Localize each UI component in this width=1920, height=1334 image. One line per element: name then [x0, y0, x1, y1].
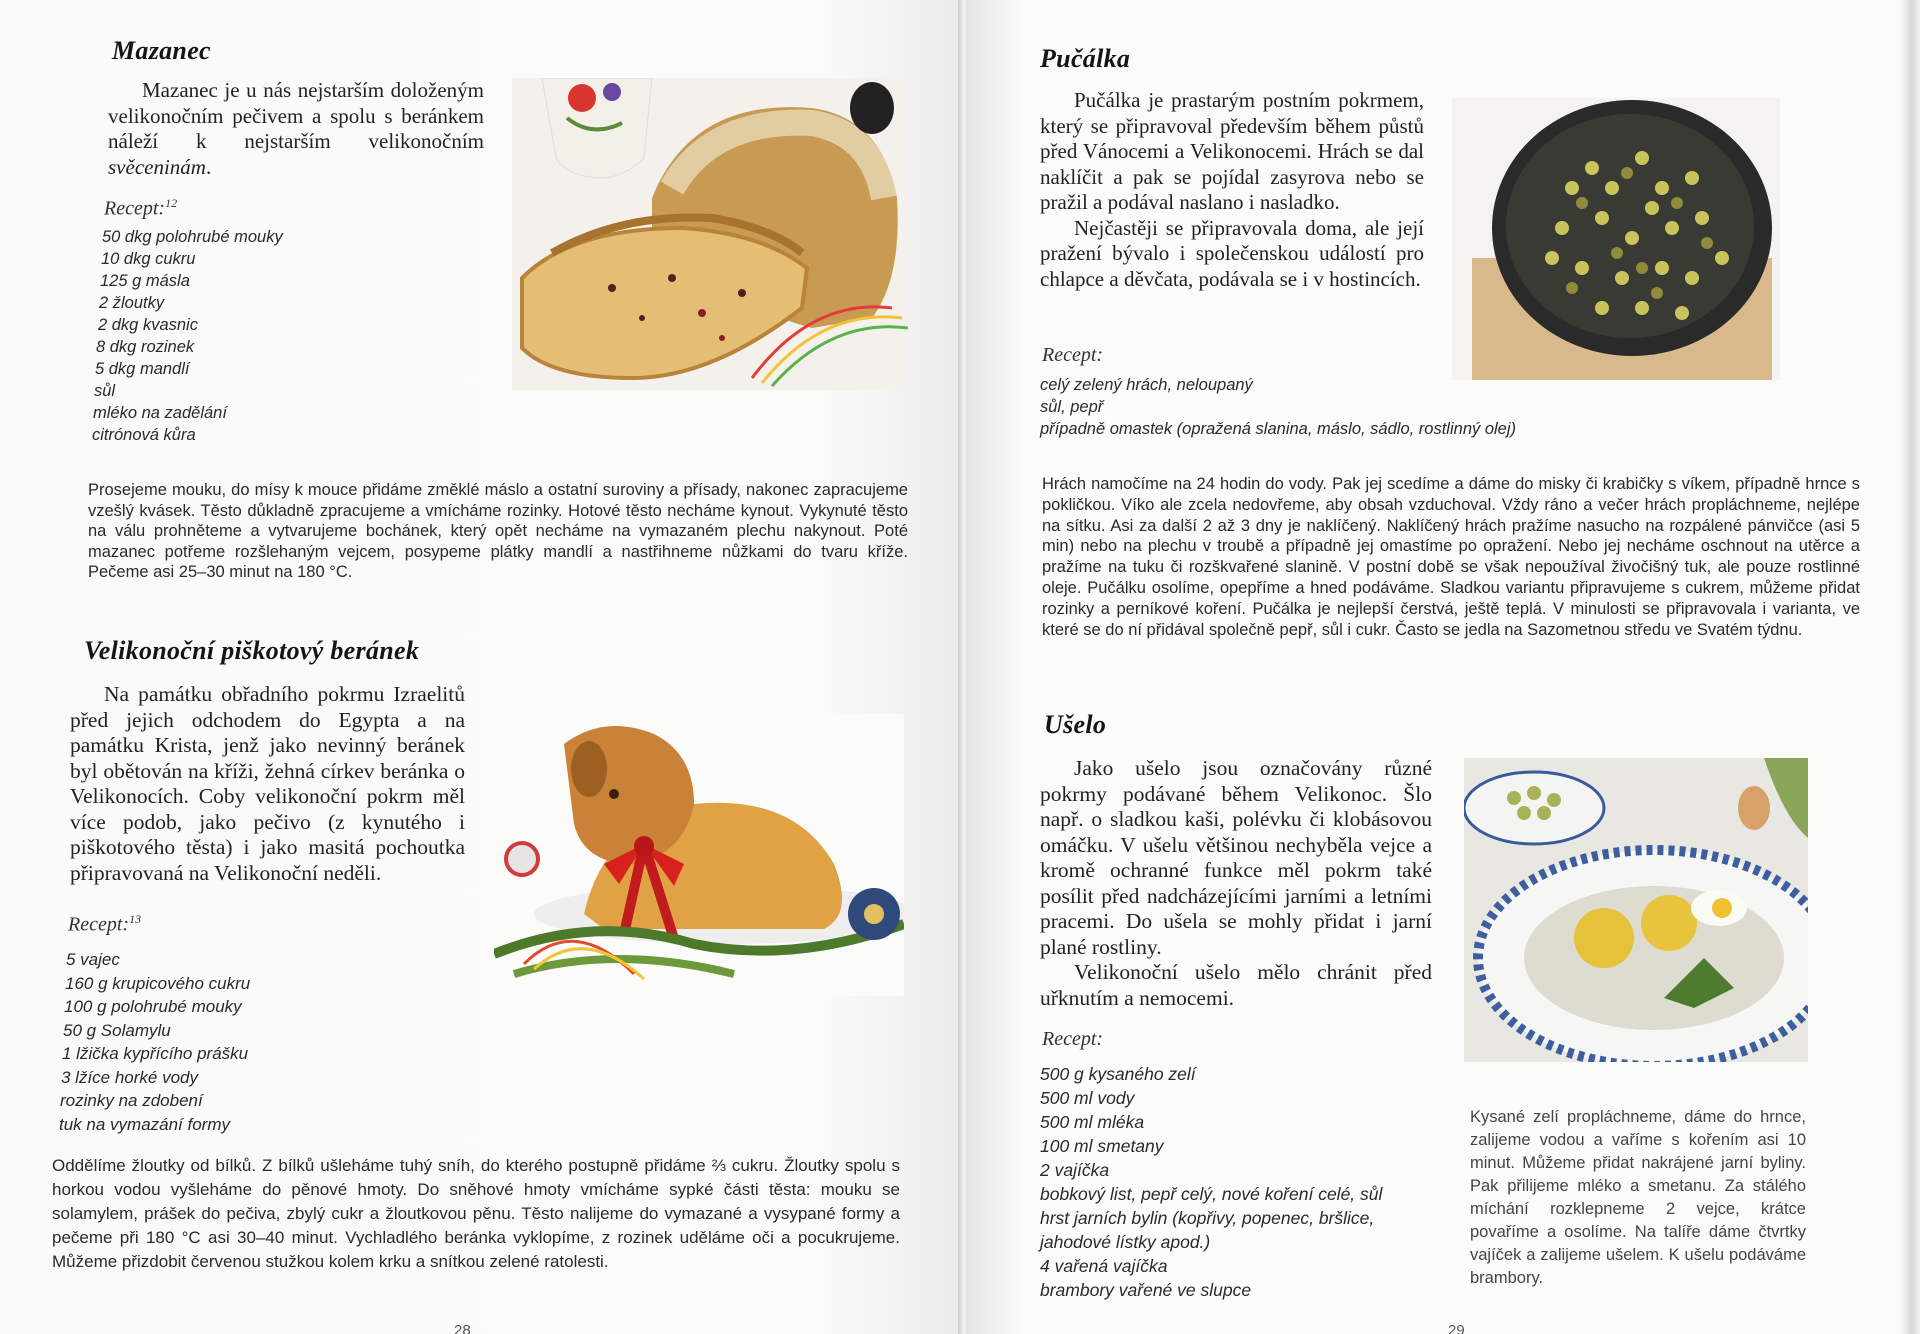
ingredient-item: 2 žloutky	[99, 294, 165, 312]
uselo-ingredients	[1040, 1062, 1382, 1302]
uselo-intro: Jako ušelo jsou označovány různé pokrmy podávané během Velikonoc. Šlo např. o sladkou kaši, polévku či klobásovou omáčku. V ušelu většinou nechyběla vejce a kromě ochranné funkce měl pokrm také posílit před nadcházejícími jarními a letními pracemi. Do ušela se mohly přidat i jarní plané rostliny. Velikonoční ušelo mělo chránit před uřknutím a nemocemi.	[1040, 756, 1432, 1010]
uselo-illustration	[1464, 758, 1808, 1062]
uselo-caption: Kysané zelí propláchneme, dáme do hrnce, zalijeme vodou a vaříme s kořením asi 10 minut. Můžeme přidat nakrájené jarní byliny. Pak přilijeme mléko a smetanu. Za stálého míchání rozklepneme 2 vejce, krátce povaříme a osolíme. Na talíře dáme čtvrtky vajíček a zalijeme ušelem. K ušelu podáváme brambory.	[1470, 1108, 1806, 1287]
mazanec-method: Prosejeme mouku, do mísy k mouce přidáme změklé máslo a ostatní suroviny a přísady, nakonec zapracujeme vzešlý kvásek. Těsto důkladně zpracujeme a vmícháme rozinky. Hotové těsto necháme kynout. Vykynuté těsto na válu prohněteme a vytvarujeme bochánek, který opět necháme na vymazaném plechu nakynout. Poté mazanec potřeme rozšlehaným vejcem, posypeme plátky mandlí a nastřihneme nůžkami do tvaru kříže. Pečeme asi 25–30 minut na 180 °C.	[88, 481, 908, 581]
page-number-right: 29	[1448, 1322, 1465, 1334]
beranek-method: Oddělíme žloutky od bílků. Z bílků ušleháme tuhý sníh, do kterého postupně přidáme ⅔ cukru. Žloutky spolu s horkou vodou vyšleháme do pěnové hmoty. Do sněhové hmoty vmícháme sypké části těsta: mouku se solamylem, prášek do pečiva, zbylý cukr a žloutkovou pěnu. Těsto nalijeme do vymazané a vysypané formy a pečeme při 180 °C asi 30–40 minut. Vychladlého beránka vyklopíme, z rozinek uděláme oči a pocukrujeme. Můžeme přizdobit červenou stužkou kolem krku a snítkou zelené ratolesti.	[52, 1156, 900, 1271]
book-right-edge	[1900, 0, 1920, 1334]
beranek-recept-label: Recept:$^{13}$	[68, 912, 142, 936]
uselo-photo	[1464, 758, 1808, 1062]
ingredient-item: rozinky na zdobení	[60, 1091, 203, 1110]
mazanec-intro: Mazanec je u nás nejstarším doloženým velikonočním pečivem a spolu s beránkem náleží k nejstarším velikonočním svěceninám.	[108, 78, 484, 179]
ingredient-item: 10 dkg cukru	[101, 250, 196, 268]
ingredient-item: hrst jarních bylin (kopřivy, popenec, bršlice,	[1040, 1208, 1375, 1228]
ingredient-item: 500 ml mléka	[1040, 1112, 1145, 1132]
beranek-ingredients	[58, 948, 250, 1136]
mazanec-recept-label: Recept:$^{12}$	[104, 196, 178, 220]
ingredient-item: brambory vařené ve slupce	[1040, 1280, 1252, 1300]
pucalka-method: Hrách namočíme na 24 hodin do vody. Pak jej scedíme a dáme do misky či krabičky s víkem, případně hrnce s pokličkou. Víko ale zcela nedovřeme, aby obsah vzduchoval. Vždy ráno a večer hrách propláchneme, nejlépe na sítku. Asi za další 2 až 3 dny je naklíčený. Naklíčený hrách pražíme nasucho na rozpálené pánvičce (asi 5 min) nebo na plechu v troubě a případně jej omastíme po opražení. Nebo jej necháme oschnout na utěrce a pražíme na tuku či rozškvařené slanině. V postní době se však nepoužíval živočišný tuk, ale pouze rostlinné oleje. Pučálku osolíme, opepříme a hned podáváme. Sladkou variantu připravujeme s cukrem, můžeme přidat rozinky a perníkové koření. Pučálka je nejlepší čerstvá, ještě teplá. V minulosti se připravovala i varianta, ve které se do ní přidával společně pepř, sůl i cukr. Často se jedla na Sazometnou středu ve Svatém týdnu.	[1042, 475, 1860, 639]
beranek-photo	[494, 714, 904, 996]
ingredient-item: 50 dkg polohrubé mouky	[102, 228, 283, 246]
uselo-recept-label: Recept:	[1042, 1028, 1104, 1050]
pucalka-illustration	[1452, 98, 1780, 380]
ingredient-item: 4 vařená vajíčka	[1040, 1256, 1168, 1276]
ingredient-item: citrónová kůra	[92, 426, 196, 444]
ingredient-item: případně omastek (opražená slanina, máslo, sádlo, rostlinný olej)	[1040, 420, 1517, 438]
page-number-left: 28	[454, 1322, 471, 1334]
ingredient-item: 2 vajíčka	[1040, 1160, 1110, 1180]
ingredient-item: 2 dkg kvasnic	[98, 316, 198, 334]
mazanec-illustration	[512, 78, 908, 390]
ingredient-item: celý zelený hrách, neloupaný	[1040, 376, 1253, 394]
ingredient-item: sůl	[94, 382, 116, 400]
ingredient-item: jahodové lístky apod.)	[1040, 1232, 1211, 1252]
beranek-title: Velikonoční piškotový beránek	[84, 636, 420, 665]
ingredient-item: 100 ml smetany	[1040, 1136, 1164, 1156]
mazanec-ingredients	[92, 226, 283, 446]
ingredient-item: 160 g krupicového cukru	[65, 973, 251, 993]
ingredient-item: 5 dkg mandlí	[95, 360, 190, 378]
pucalka-photo	[1452, 98, 1780, 380]
ingredient-item: 50 g Solamylu	[63, 1020, 171, 1040]
ingredient-item: tuk na vymazání formy	[59, 1114, 231, 1134]
pucalka-title: Pučálka	[1040, 44, 1131, 73]
right-page	[968, 0, 1920, 1334]
mazanec-title: Mazanec	[112, 36, 211, 65]
ingredient-item: mléko na zadělání	[93, 404, 227, 422]
ingredient-item: bobkový list, pepř celý, nové koření celé, sůl	[1040, 1184, 1383, 1204]
ingredient-item: sůl, pepř	[1040, 398, 1104, 416]
ingredient-item: 3 lžíce horké vody	[61, 1067, 199, 1087]
mazanec-photo	[512, 78, 908, 390]
ingredient-item: 125 g másla	[100, 272, 190, 290]
uselo-title: Ušelo	[1044, 710, 1107, 739]
pucalka-ingredients	[1040, 374, 1516, 440]
beranek-intro: Na památku obřadního pokrmu Izraelitů před jejich odchodem do Egypta a na památku Krista, jenž jako nevinný beránek byl obětován na kříži, žehná církev beránka o Velikonocích. Coby velikonoční pokrm měl více podob, jako pečivo (z kynutého i piškotového těsta) i jako masitá pochoutka připravovaná na Velikonoční neděli.	[70, 682, 465, 885]
ingredient-item: 100 g polohrubé mouky	[64, 997, 242, 1016]
ingredient-item: 500 g kysaného zelí	[1040, 1064, 1196, 1084]
pucalka-intro: Pučálka je prastarým postním pokrmem, který se připravoval především během půstů před Vánocemi a Velikonocemi. Hrách se dal naklíčit a pak se pojídal zasyrova nebo se pražil a podával naslano i nasladko. Nejčastěji se připravovala doma, ale její pražení bývalo i společenskou událostí pro chlapce a děvčata, podávala se i v hostincích.	[1040, 88, 1424, 291]
ingredient-item: 1 lžička kypřícího prášku	[62, 1044, 249, 1063]
ingredient-item: 500 ml vody	[1040, 1088, 1135, 1108]
ingredient-item: 5 vajec	[66, 950, 120, 969]
pucalka-recept-label: Recept:	[1042, 344, 1104, 366]
ingredient-item: 8 dkg rozinek	[96, 338, 195, 356]
beranek-illustration	[494, 714, 904, 996]
